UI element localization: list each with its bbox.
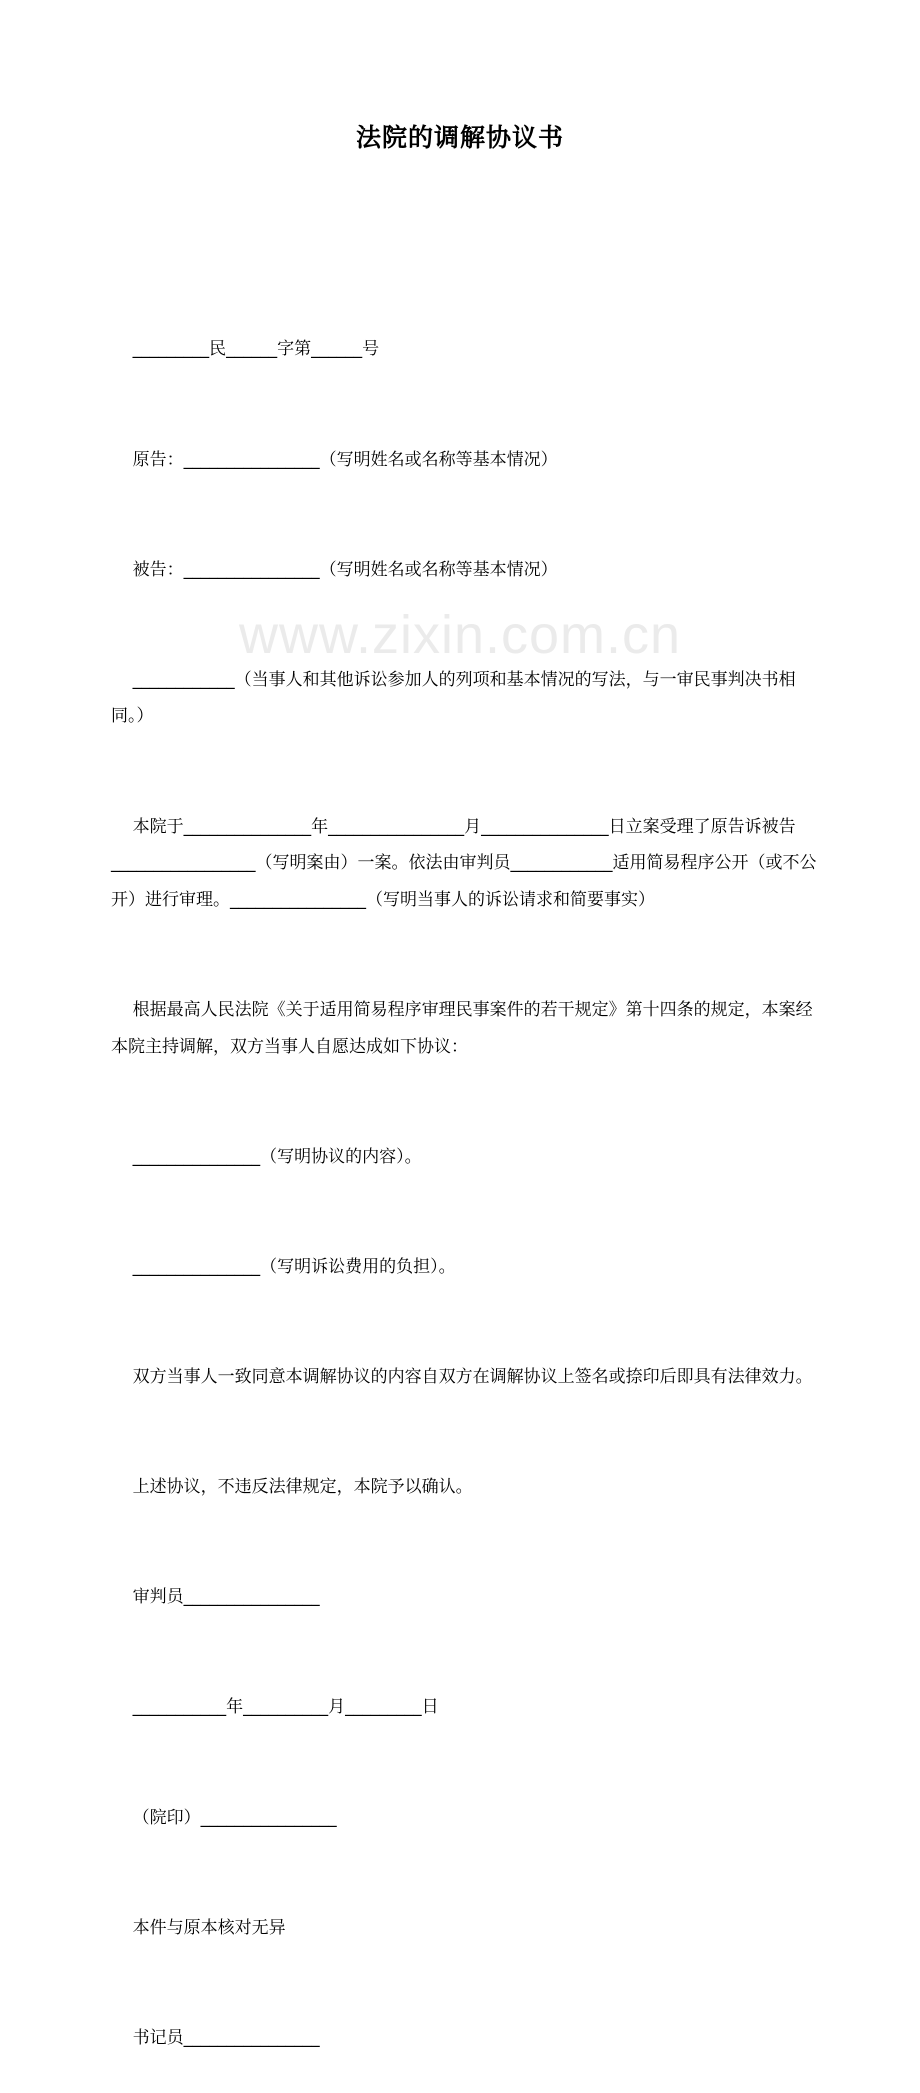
litigation-fee-line: _______________（写明诉讼费用的负担）。 xyxy=(111,1256,456,1277)
date-line: ___________年__________月_________日 xyxy=(111,1697,439,1718)
judge-signature-line: 审判员________________ xyxy=(111,1587,320,1608)
verification-line: 本件与原本核对无异 xyxy=(111,1917,286,1938)
case-number-line: _________民______字第______号 xyxy=(111,339,380,360)
other-parties-paragraph: ____________（当事人和其他诉讼参加人的列项和基本情况的写法，与一审民事判决书相同。） xyxy=(111,669,796,727)
legal-effect-paragraph: 双方当事人一致同意本调解协议的内容自双方在调解协议上签名或捺印后即具有法律效力。 xyxy=(111,1367,813,1388)
legal-basis-paragraph: 根据最高人民法院《关于适用简易程序审理民事案件的若干规定》第十四条的规定，本案经本院主持调解，双方当事人自愿达成如下协议： xyxy=(111,1000,813,1057)
watermark: www.zixin.com.cn xyxy=(238,605,682,665)
agreement-content-line: _______________（写明协议的内容）。 xyxy=(111,1146,422,1167)
clerk-signature-line: 书记员________________ xyxy=(111,2027,320,2048)
confirmation-line: 上述协议，不违反法律规定，本院予以确认。 xyxy=(111,1477,473,1498)
court-seal-line: （院印）________________ xyxy=(111,1807,337,1828)
document-title: 法院的调解协议书 xyxy=(355,123,564,152)
defendant-line: 被告：________________（写明姓名或名称等基本情况） xyxy=(111,559,558,580)
plaintiff-line: 原告：________________（写明姓名或名称等基本情况） xyxy=(111,449,558,470)
document-body xyxy=(111,258,817,2093)
case-acceptance-paragraph: 本院于_______________年________________月_______________日立案受理了原告诉被告_________________（写明案由）一案。依法由审判员____________适用简易程序公开（或不公开）进行审理。________________（写明当事人的诉讼请求和简要事实） xyxy=(111,816,817,910)
